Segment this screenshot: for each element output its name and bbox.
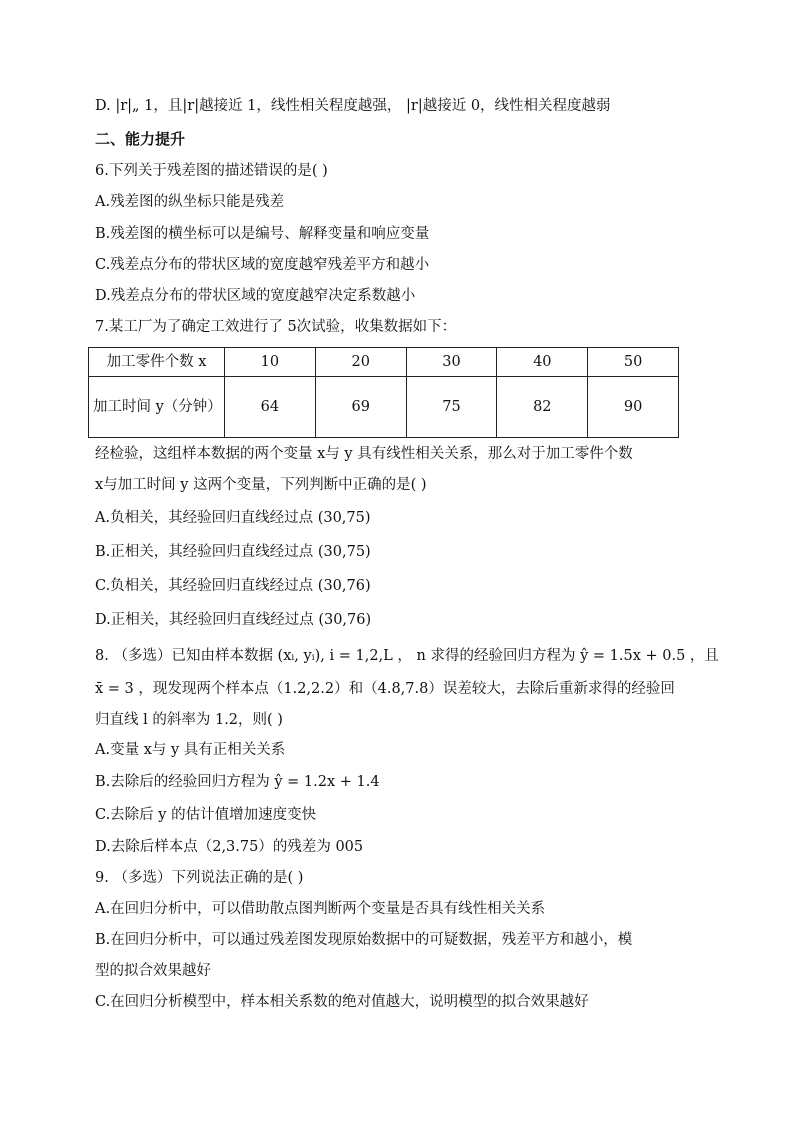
q8-stem-line-1: 8. （多选）已知由样本数据 (xᵢ, yᵢ), i = 1,2,L ， n 求得的经验回归方程为 ŷ = 1.5x + 0.5 ，且	[95, 648, 719, 664]
table-cell: 82	[497, 377, 588, 438]
table-cell: 69	[315, 377, 406, 438]
q5-option-d: D. |r|„ 1，且|r|越接近 1，线性相关程度越强， |r|越接近 0，线性相关程度越弱	[95, 98, 611, 114]
q6-option-b: B.残差图的横坐标可以是编号、解释变量和响应变量	[95, 226, 430, 242]
table-row-header: 加工时间 y（分钟）	[89, 377, 225, 438]
q8-option-d: D.去除后样本点（2,3.75）的残差为 005	[95, 839, 364, 855]
table-cell: 50	[588, 348, 679, 377]
table-row-header: 加工零件个数 x	[89, 348, 225, 377]
table-cell: 30	[406, 348, 497, 377]
table-cell: 20	[315, 348, 406, 377]
q6-stem: 6.下列关于残差图的描述错误的是( )	[95, 163, 328, 179]
q7-after-table-line-1: 经检验，这组样本数据的两个变量 x与 y 具有线性相关关系，那么对于加工零件个数	[95, 446, 633, 462]
q8-stem-line-2: x̄ = 3 ，现发现两个样本点（1.2,2.2）和（4.8,7.8）误差较大，去除后重新求得的经验回	[95, 681, 675, 697]
table-row	[89, 348, 679, 377]
q9-option-c: C.在回归分析模型中，样本相关系数的绝对值越大，说明模型的拟合效果越好	[95, 994, 589, 1010]
q8-stem-line-3: 归直线 l 的斜率为 1.2，则( )	[95, 712, 283, 728]
q7-option-c: C.负相关，其经验回归直线经过点 (30,76)	[95, 578, 371, 594]
table-cell: 40	[497, 348, 588, 377]
table-cell: 90	[588, 377, 679, 438]
q6-option-c: C.残差点分布的带状区域的宽度越窄残差平方和越小	[95, 257, 430, 273]
q7-option-a: A.负相关，其经验回归直线经过点 (30,75)	[95, 510, 371, 526]
q7-option-d: D.正相关，其经验回归直线经过点 (30,76)	[95, 612, 372, 628]
q9-stem: 9. （多选）下列说法正确的是( )	[95, 870, 304, 886]
q9-option-b-line-2: 型的拟合效果越好	[95, 963, 211, 979]
q8-option-c: C.去除后 y 的估计值增加速度变快	[95, 807, 317, 823]
q7-after-table-line-2: x与加工时间 y 这两个变量，下列判断中正确的是( )	[95, 477, 427, 493]
table-row	[89, 377, 679, 438]
q7-option-b: B.正相关，其经验回归直线经过点 (30,75)	[95, 544, 371, 560]
table-cell: 75	[406, 377, 497, 438]
q9-option-b-line-1: B.在回归分析中，可以通过残差图发现原始数据中的可疑数据，残差平方和越小，模	[95, 932, 633, 948]
q7-stem: 7.某工厂为了确定工效进行了 5次试验，收集数据如下：	[95, 319, 457, 335]
section-heading: 二、能力提升	[95, 130, 186, 148]
table-cell: 64	[225, 377, 316, 438]
q6-option-a: A.残差图的纵坐标只能是残差	[95, 194, 285, 210]
q8-option-a: A.变量 x与 y 具有正相关关系	[95, 742, 286, 758]
q6-option-d: D.残差点分布的带状区域的宽度越窄决定系数越小	[95, 288, 416, 304]
q7-data-table	[88, 347, 679, 438]
table-cell: 10	[225, 348, 316, 377]
q9-option-a: A.在回归分析中，可以借助散点图判断两个变量是否具有线性相关关系	[95, 901, 546, 917]
q8-option-b: B.去除后的经验回归方程为 ŷ = 1.2x + 1.4	[95, 774, 380, 790]
